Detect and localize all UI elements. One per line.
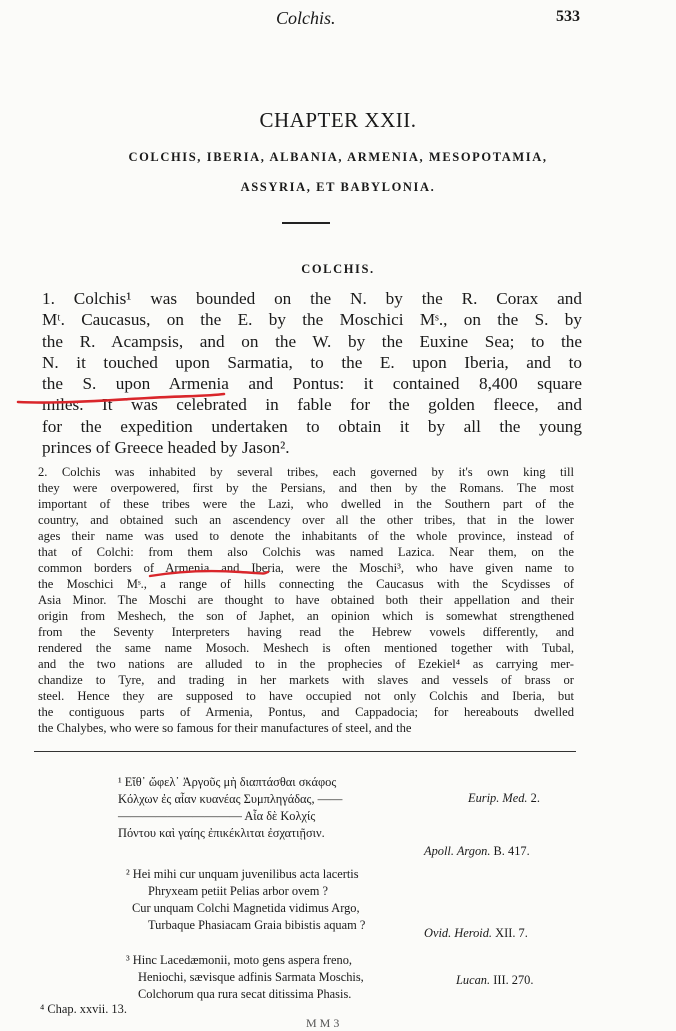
paragraph-line: from the Seventy Interpreters having read the Hebrew vowels differently, and <box>38 625 574 639</box>
paragraph-line: steel. Hence they are supposed to have occupied not only Colchis and Iberia, but <box>38 689 574 703</box>
paragraph-line: and the two nations are alluded to in the prophecies of Ezekiel⁴ as carrying mer- <box>38 657 574 671</box>
citation-source: Eurip. Med. <box>468 791 528 805</box>
paragraph-line: that of Colchi: from them also Colchis was named Lazica. Near them, on the <box>38 545 574 559</box>
paragraph-line: common borders of Armenia and Iberia, were the Moschi³, who have given name to <box>38 561 574 575</box>
footnote-line: Colchorum qua rura secat ditissima Phasis. <box>138 987 352 1001</box>
citation-reference: III. 270. <box>493 973 534 987</box>
paragraph-line: chandize to Tyre, and trading in her markets with slaves and vessels of brass or <box>38 673 574 687</box>
footnote-line: —————————— Αἶα δὲ Κολχίς <box>118 809 316 823</box>
footnote-1-citation-1 <box>468 791 540 806</box>
running-title: Colchis. <box>276 8 336 28</box>
citation-reference: B. 417. <box>493 844 530 858</box>
paragraph-line: ages their name was used to denote the inhabitants of the whole province, instead of <box>38 529 574 543</box>
citation-source: Lucan. <box>456 973 491 987</box>
title-rule <box>282 222 330 224</box>
footnote-1-citation-2 <box>424 844 530 859</box>
section-heading: COLCHIS. <box>301 262 375 276</box>
paragraph-line: 2. Colchis was inhabited by several tribes, each governed by it's own king till <box>38 465 574 479</box>
footnote-1 <box>118 774 568 842</box>
chapter-subtitle-line-1: COLCHIS, IBERIA, ALBANIA, ARMENIA, MESOPOTAMIA, <box>128 150 548 164</box>
footnote-3-citation <box>456 973 533 988</box>
signature-mark: M M 3 <box>306 1016 340 1030</box>
footnote-divider <box>34 751 576 752</box>
paragraph-line: Mᵗ. Caucasus, on the E. by the Moschici Mˢ., on the S. by <box>42 310 582 330</box>
footnote-line: Cur unquam Colchi Magnetida vidimus Argo, <box>132 901 360 915</box>
paragraph-line: the Chalybes, who were so famous for their manufactures of steel, and the <box>38 721 412 735</box>
paragraph-line: princes of Greece headed by Jason². <box>42 438 290 458</box>
chapter-subtitle-line-2: ASSYRIA, ET BABYLONIA. <box>240 180 436 194</box>
footnote-line: Phryxeam petiit Pelias arbor ovem ? <box>148 884 328 898</box>
footnote-line: ² Hei mihi cur unquam juvenilibus acta lacertis <box>126 867 359 881</box>
paragraph-line: the Moschici Mˢ., a range of hills connecting the Caucasus with the Scydisses of <box>38 577 574 591</box>
paragraph-line: the R. Acampsis, and on the W. by the Euxine Sea; to the <box>42 331 582 351</box>
paragraph-line: 1. Colchis¹ was bounded on the N. by the R. Corax and <box>42 289 582 308</box>
citation-source: Apoll. Argon. <box>424 844 491 858</box>
paragraph-line: miles. It was celebrated in fable for the golden fleece, and <box>42 395 582 415</box>
paragraph-line: Asia Minor. The Moschi are thought to have obtained both their appellation and their <box>38 593 574 607</box>
footnote-line: Κόλχων ἐς αἶαν κυανέας Συμπληγάδας, —— <box>118 792 343 806</box>
footnote-4: ⁴ Chap. xxvii. 13. <box>40 1002 127 1016</box>
paragraph-line: the contiguous parts of Armenia, Pontus, and Cappadocia; for hereabouts dwelled <box>38 705 574 719</box>
citation-reference: 2. <box>530 791 540 805</box>
paragraph-line: the S. upon Armenia and Pontus: it contained 8,400 square <box>42 374 582 394</box>
chapter-title: CHAPTER XXII. <box>259 108 417 132</box>
page-number: 533 <box>556 8 580 25</box>
footnote-line: Heniochi, sævisque adfinis Sarmata Moschis, <box>138 970 364 984</box>
paragraph-line: rendered the same name Mosoch. Meshech is often mentioned together with Tubal, <box>38 641 574 655</box>
footnote-line: ³ Hinc Lacedæmonii, moto gens aspera freno, <box>126 953 352 967</box>
paragraph-line: country, and obtained such an ascendency over all the other tribes, that in the lower <box>38 513 574 527</box>
page-header <box>0 8 676 32</box>
citation-reference: XII. 7. <box>495 926 528 940</box>
citation-source: Ovid. Heroid. <box>424 926 493 940</box>
paragraph-1 <box>42 288 582 458</box>
footnote-2 <box>126 866 566 934</box>
paragraph-2 <box>38 464 574 736</box>
paragraph-line: they were overpowered, first by the Persians, and then by the Romans. The most <box>38 481 574 495</box>
paragraph-line: N. it touched upon Sarmatia, to the E. upon Iberia, and to <box>42 352 582 372</box>
paragraph-line: origin from Meshech, the son of Japhet, an opinion which is somewhat strengthened <box>38 609 574 623</box>
footnote-line: Turbaque Phasiacam Graia bibistis aquam ? <box>148 918 366 932</box>
footnote-line: Πόντου καὶ γαίης ἐπικέκλιται ἐσχατιῇσιν. <box>118 826 325 840</box>
footnote-line: ¹ Εἴθ᾽ ὤφελ᾽ Ἀργοῦς μὴ διαπτάσθαι σκάφος <box>118 775 337 789</box>
paragraph-line: for the expedition undertaken to obtain it by all the young <box>42 416 582 436</box>
paragraph-line: important of these tribes were the Lazi, who dwelled in the Southern part of the <box>38 497 574 511</box>
footnote-2-citation <box>424 926 528 941</box>
